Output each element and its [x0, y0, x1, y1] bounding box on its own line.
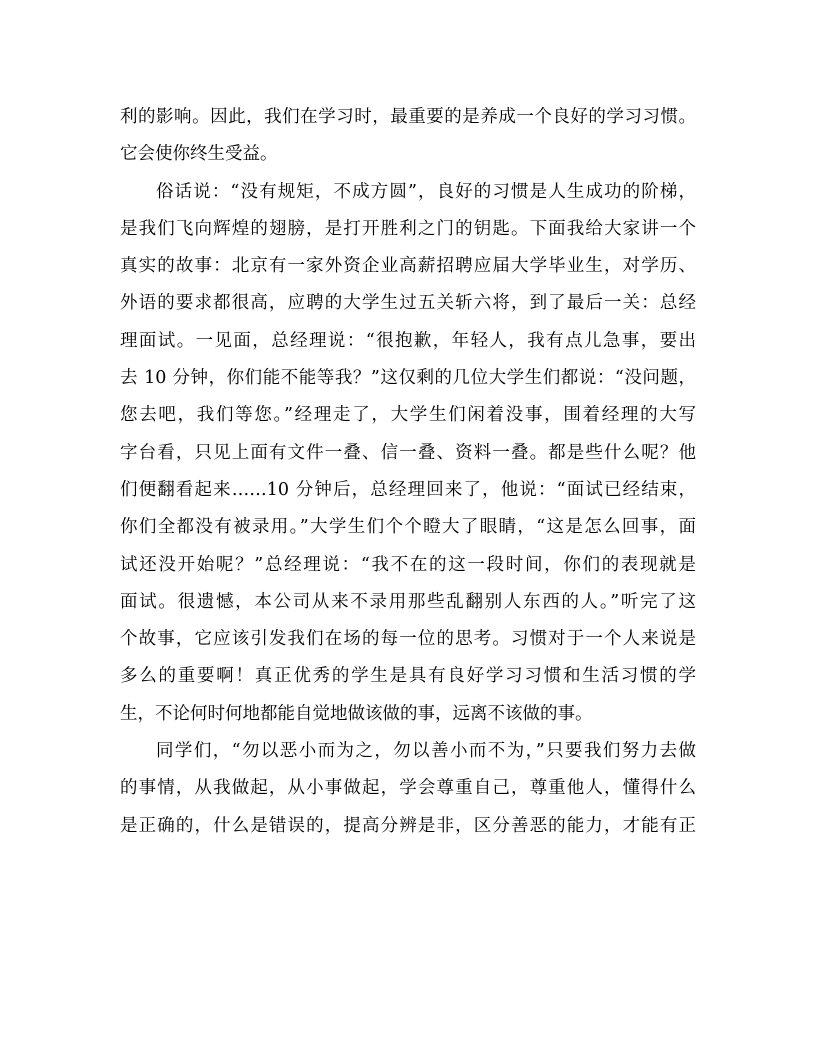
- text-line: 你们全都没有被录用。”大学生们个个瞪大了眼睛，“这是怎么回事，面: [120, 517, 696, 538]
- text-line: 多么的重要啊！真正优秀的学生是具有良好学习习惯和生活习惯的学: [120, 666, 696, 687]
- text-line: 利的影响。因此，我们在学习时，最重要的是养成一个良好的学习习惯。: [120, 107, 696, 127]
- text-line: 的事情，从我做起，从小事做起，学会尊重自己，尊重他人，懂得什么: [120, 778, 696, 799]
- text-line: 理面试。一见面，总经理说：“很抱歉，年轻人，我有点儿急事，要出: [120, 330, 696, 351]
- text-line: 真实的故事：北京有一家外资企业高薪招聘应届大学毕业生，对学历、: [120, 256, 696, 277]
- text-line: 们便翻看起来……10 分钟后，总经理回来了，他说：“面试已经结束，: [120, 479, 696, 500]
- text-line: 个故事，它应该引发我们在场的每一位的思考。习惯对于一个人来说是: [120, 629, 696, 650]
- body-text: [120, 99, 696, 845]
- text-line: 是正确的，什么是错误的，提高分辨是非，区分善恶的能力，才能有正: [120, 815, 696, 836]
- text-line: 是我们飞向辉煌的翅膀，是打开胜利之门的钥匙。下面我给大家讲一个: [120, 218, 696, 239]
- text-line: 试还没开始呢？”总经理说：“我不在的这一段时间，你们的表现就是: [120, 554, 696, 575]
- paragraph-start-line: 同学们，“勿以恶小而为之，勿以善小而不为，”只要我们努力去做: [156, 741, 696, 762]
- text-line: 您去吧，我们等您。”经理走了，大学生们闲着没事，围着经理的大写: [120, 405, 696, 426]
- text-line: 面试。很遗憾，本公司从来不录用那些乱翻别人东西的人。”听完了这: [120, 591, 696, 612]
- text-line: 去 10 分钟，你们能不能等我？”这仅剩的几位大学生们都说：“没问题，: [120, 368, 696, 389]
- text-line: 外语的要求都很高，应聘的大学生过五关斩六将，到了最后一关：总经: [120, 293, 696, 314]
- text-line: 它会使你终生受益。: [120, 144, 278, 165]
- text-line: 字台看，只见上面有文件一叠、信一叠、资料一叠。都是些什么呢？他: [120, 442, 696, 463]
- paragraph-start-line: 俗话说：“没有规矩，不成方圆”，良好的习惯是人生成功的阶梯，: [156, 181, 696, 202]
- text-line: 生，不论何时何地都能自觉地做该做的事，远离不该做的事。: [120, 703, 593, 724]
